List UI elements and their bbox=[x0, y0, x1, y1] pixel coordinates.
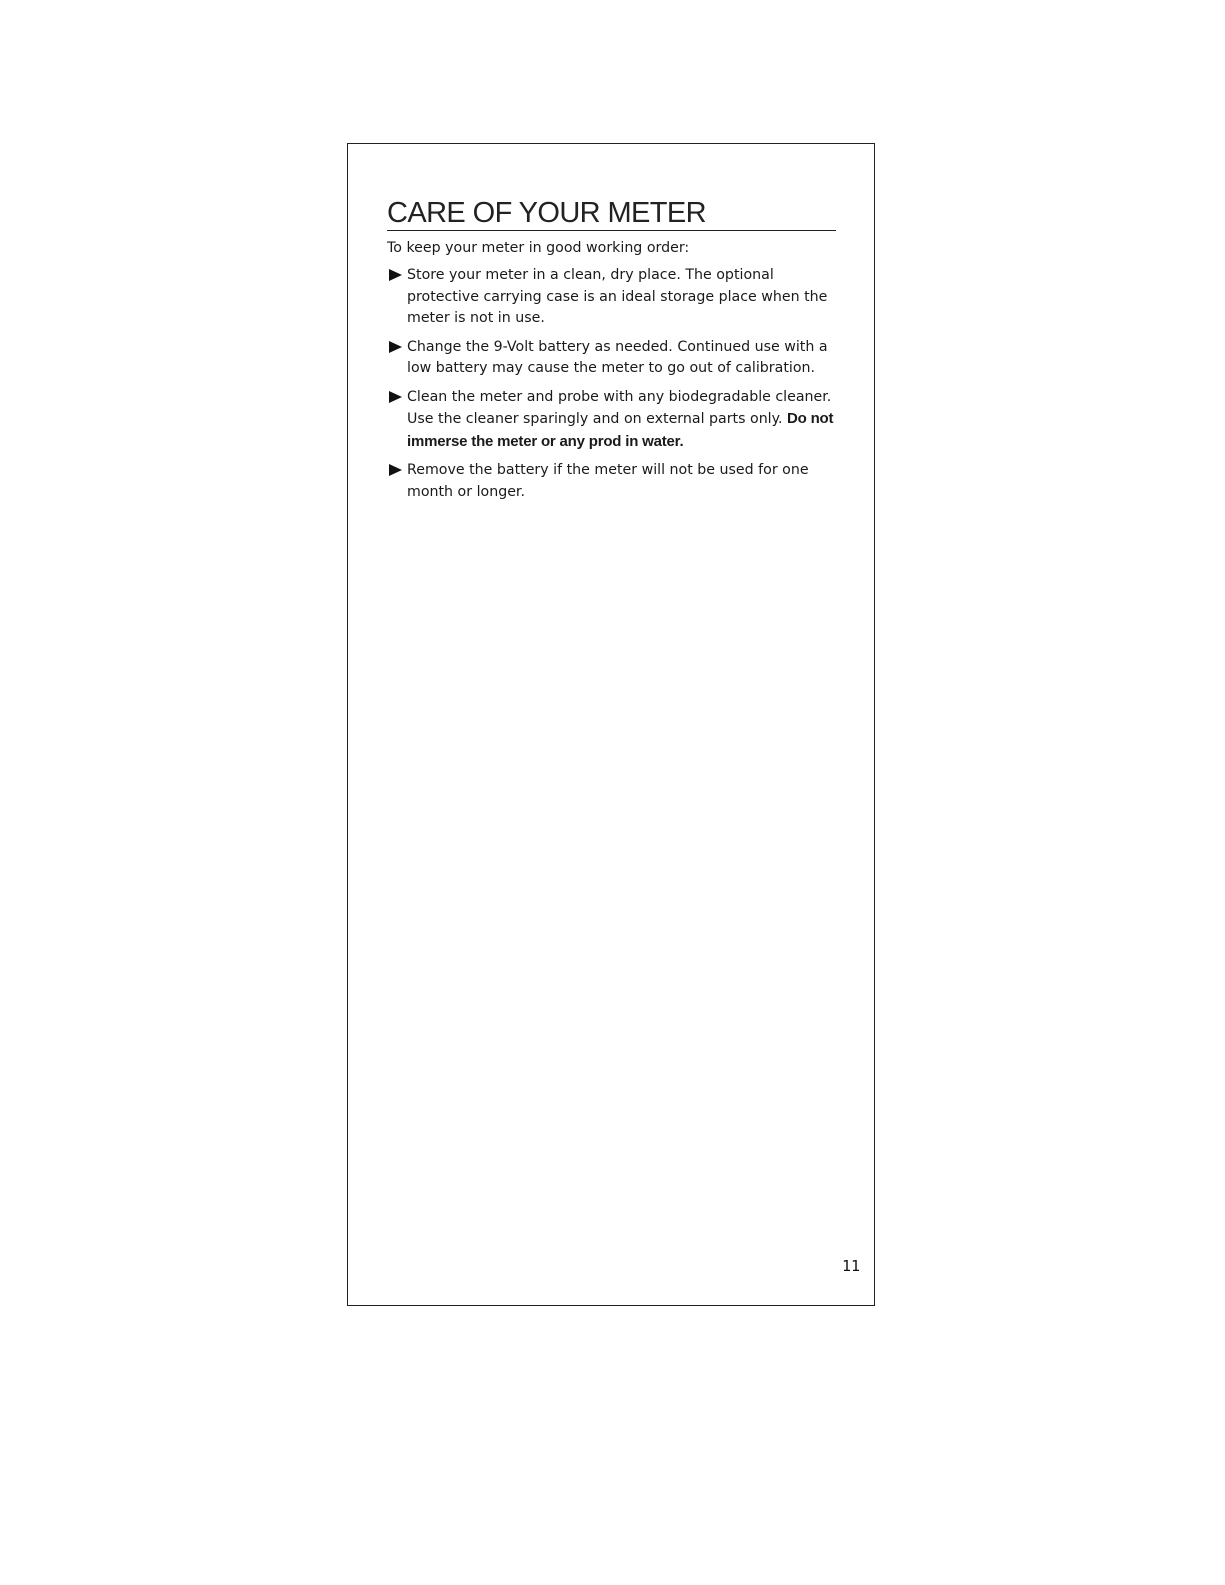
page-title: CARE OF YOUR METER bbox=[387, 196, 836, 231]
list-item-text: Store your meter in a clean, dry place. The optional protective carrying case is an ideal storage place when the meter is not in use. bbox=[407, 267, 828, 326]
manual-page bbox=[347, 143, 875, 1306]
list-item-text: Change the 9-Volt battery as needed. Continued use with a low battery may cause the meter to go out of calibration. bbox=[407, 338, 828, 376]
care-instructions-list bbox=[387, 265, 842, 510]
page-number: 11 bbox=[841, 1257, 860, 1275]
list-item-text: Remove the battery if the meter will not be used for one month or longer. bbox=[407, 462, 809, 500]
arrow-right-icon bbox=[389, 269, 402, 281]
list-item bbox=[387, 387, 842, 454]
list-item-text: Clean the meter and probe with any biodegradable cleaner. Use the cleaner sparingly and on external parts only. bbox=[407, 388, 832, 427]
warning-text: Do not immerse the meter or any prod in water. bbox=[407, 410, 834, 450]
list-item bbox=[387, 460, 842, 503]
list-item bbox=[387, 337, 842, 380]
arrow-right-icon bbox=[389, 464, 402, 476]
list-item bbox=[387, 265, 842, 330]
arrow-right-icon bbox=[389, 391, 402, 403]
intro-text: To keep your meter in good working order: bbox=[387, 240, 690, 256]
arrow-right-icon bbox=[389, 341, 402, 353]
